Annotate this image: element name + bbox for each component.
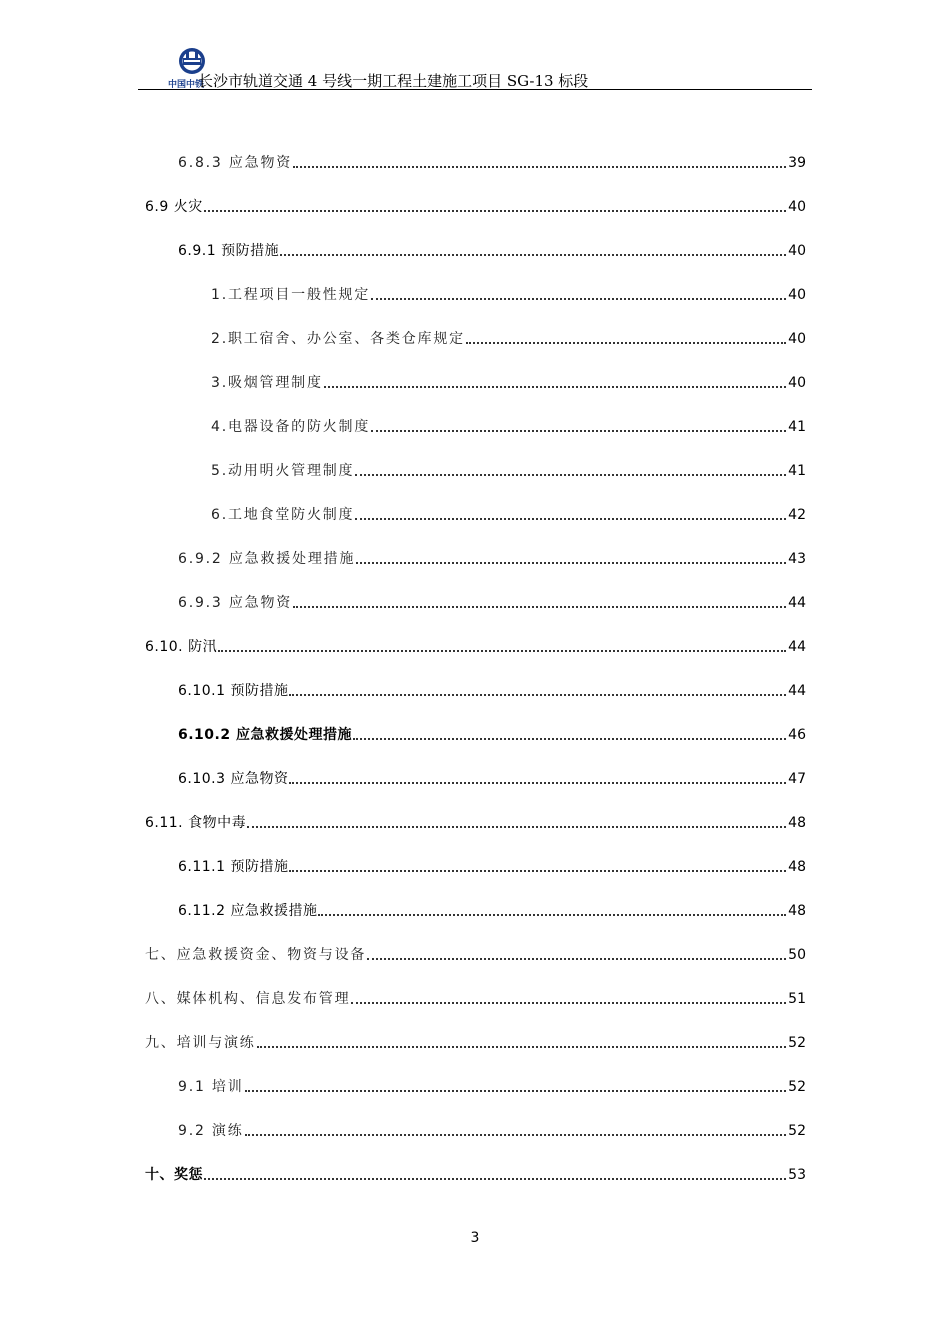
logo-text: 中国中铁 xyxy=(168,80,205,90)
toc-entry[interactable] xyxy=(211,505,806,525)
toc-entry-page: 41 xyxy=(788,419,806,435)
toc-entry[interactable] xyxy=(211,373,806,393)
toc-entry-page: 48 xyxy=(788,815,806,831)
toc-dot-leader xyxy=(245,1090,787,1092)
page-header xyxy=(138,40,812,92)
toc-dot-leader xyxy=(371,298,786,300)
toc-entry[interactable] xyxy=(178,681,806,701)
toc-entry-page: 52 xyxy=(788,1035,806,1051)
toc-entry[interactable] xyxy=(178,1077,806,1097)
toc-entry-page: 50 xyxy=(788,947,806,963)
toc-dot-leader xyxy=(371,430,786,432)
toc-entry-label: 4.电器设备的防火制度 xyxy=(211,419,371,435)
toc-dot-leader xyxy=(324,386,786,388)
toc-entry-label: 3.吸烟管理制度 xyxy=(211,375,323,391)
toc-dot-leader xyxy=(293,606,786,608)
toc-entry-label: 6.10.3 应急物资 xyxy=(178,771,289,787)
toc-entry-page: 44 xyxy=(788,683,806,699)
toc-dot-leader xyxy=(289,782,786,784)
toc-entry-page: 42 xyxy=(788,507,806,523)
toc-entry[interactable] xyxy=(211,329,806,349)
toc-entry-label: 6.11.1 预防措施 xyxy=(178,859,289,875)
toc-entry-label: 九、培训与演练 xyxy=(145,1035,256,1051)
toc-entry-label: 十、奖惩 xyxy=(145,1167,203,1183)
toc-entry[interactable] xyxy=(178,549,806,569)
toc-entry-page: 44 xyxy=(788,595,806,611)
toc-dot-leader xyxy=(355,518,786,520)
toc-entry[interactable] xyxy=(211,461,806,481)
toc-dot-leader xyxy=(245,1134,787,1136)
toc-entry-page: 40 xyxy=(788,331,806,347)
toc-entry-label: 七、应急救援资金、物资与设备 xyxy=(145,947,367,963)
toc-entry[interactable] xyxy=(211,285,806,305)
toc-entry[interactable] xyxy=(178,857,806,877)
header-title: 长沙市轨道交通 4 号线一期工程土建施工项目 SG-13 标段 xyxy=(198,72,589,90)
toc-entry-page: 52 xyxy=(788,1123,806,1139)
toc-entry-label: 6.9.3 应急物资 xyxy=(178,595,293,611)
toc-entry-label: 6.9.1 预防措施 xyxy=(178,243,280,259)
toc-entry-label: 6.工地食堂防火制度 xyxy=(211,507,355,523)
toc-entry-page: 40 xyxy=(788,243,806,259)
toc-dot-leader xyxy=(247,826,786,828)
toc-entry[interactable] xyxy=(211,417,806,437)
toc-dot-leader xyxy=(351,1002,786,1004)
toc-entry-page: 48 xyxy=(788,859,806,875)
toc-entry-label: 八、媒体机构、信息发布管理 xyxy=(145,991,351,1007)
toc-entry-label: 1.工程项目一般性规定 xyxy=(211,287,371,303)
page-number: 3 xyxy=(470,1230,480,1246)
toc-entry-label: 9.2 演练 xyxy=(178,1123,244,1139)
toc-dot-leader xyxy=(289,694,786,696)
toc-dot-leader xyxy=(293,166,786,168)
toc-entry[interactable] xyxy=(178,153,806,173)
toc-entry-page: 48 xyxy=(788,903,806,919)
toc-dot-leader xyxy=(367,958,786,960)
toc-entry-page: 40 xyxy=(788,375,806,391)
toc-entry-label: 6.10.2 应急救援处理措施 xyxy=(178,727,352,743)
toc-entry[interactable] xyxy=(145,1165,806,1185)
toc-entry-label: 9.1 培训 xyxy=(178,1079,244,1095)
toc-entry[interactable] xyxy=(145,1033,806,1053)
toc-dot-leader xyxy=(289,870,786,872)
toc-dot-leader xyxy=(355,474,786,476)
toc-entry[interactable] xyxy=(178,1121,806,1141)
toc-entry-page: 46 xyxy=(788,727,806,743)
header-rule xyxy=(138,89,812,90)
toc-dot-leader xyxy=(466,342,786,344)
toc-entry[interactable] xyxy=(145,637,806,657)
toc-entry[interactable] xyxy=(145,813,806,833)
toc-entry[interactable] xyxy=(178,593,806,613)
toc-entry-page: 39 xyxy=(788,155,806,171)
toc-entry[interactable] xyxy=(145,945,806,965)
toc-dot-leader xyxy=(204,1178,786,1180)
toc-entry[interactable] xyxy=(178,725,806,745)
toc-entry-label: 6.10.1 预防措施 xyxy=(178,683,289,699)
toc-entry-page: 52 xyxy=(788,1079,806,1095)
toc-dot-leader xyxy=(280,254,786,256)
toc-entry[interactable] xyxy=(178,901,806,921)
toc-entry-label: 6.8.3 应急物资 xyxy=(178,155,293,171)
toc-dot-leader xyxy=(218,650,786,652)
toc-dot-leader xyxy=(257,1046,787,1048)
toc-entry[interactable] xyxy=(178,769,806,789)
toc-dot-leader xyxy=(353,738,786,740)
toc-dot-leader xyxy=(356,562,786,564)
toc-entry-page: 44 xyxy=(788,639,806,655)
toc-entry-page: 47 xyxy=(788,771,806,787)
toc-entry[interactable] xyxy=(178,241,806,261)
toc-entry-page: 43 xyxy=(788,551,806,567)
toc-entry-page: 40 xyxy=(788,287,806,303)
toc-entry-label: 6.9 火灾 xyxy=(145,199,203,215)
toc-entry-page: 51 xyxy=(788,991,806,1007)
toc-entry-page: 41 xyxy=(788,463,806,479)
toc-dot-leader xyxy=(204,210,786,212)
toc-entry-label: 6.10. 防汛 xyxy=(145,639,218,655)
toc-entry-page: 40 xyxy=(788,199,806,215)
toc-entry-label: 5.动用明火管理制度 xyxy=(211,463,355,479)
toc-entry-label: 6.9.2 应急救援处理措施 xyxy=(178,551,356,567)
toc-dot-leader xyxy=(318,914,786,916)
toc-entry-label: 6.11.2 应急救援措施 xyxy=(178,903,318,919)
toc-entry-label: 2.职工宿舍、办公室、各类仓库规定 xyxy=(211,331,465,347)
toc-entry-label: 6.11. 食物中毒 xyxy=(145,815,247,831)
toc-entry[interactable] xyxy=(145,989,806,1009)
toc-entry-page: 53 xyxy=(788,1167,806,1183)
toc-entry[interactable] xyxy=(145,197,806,217)
